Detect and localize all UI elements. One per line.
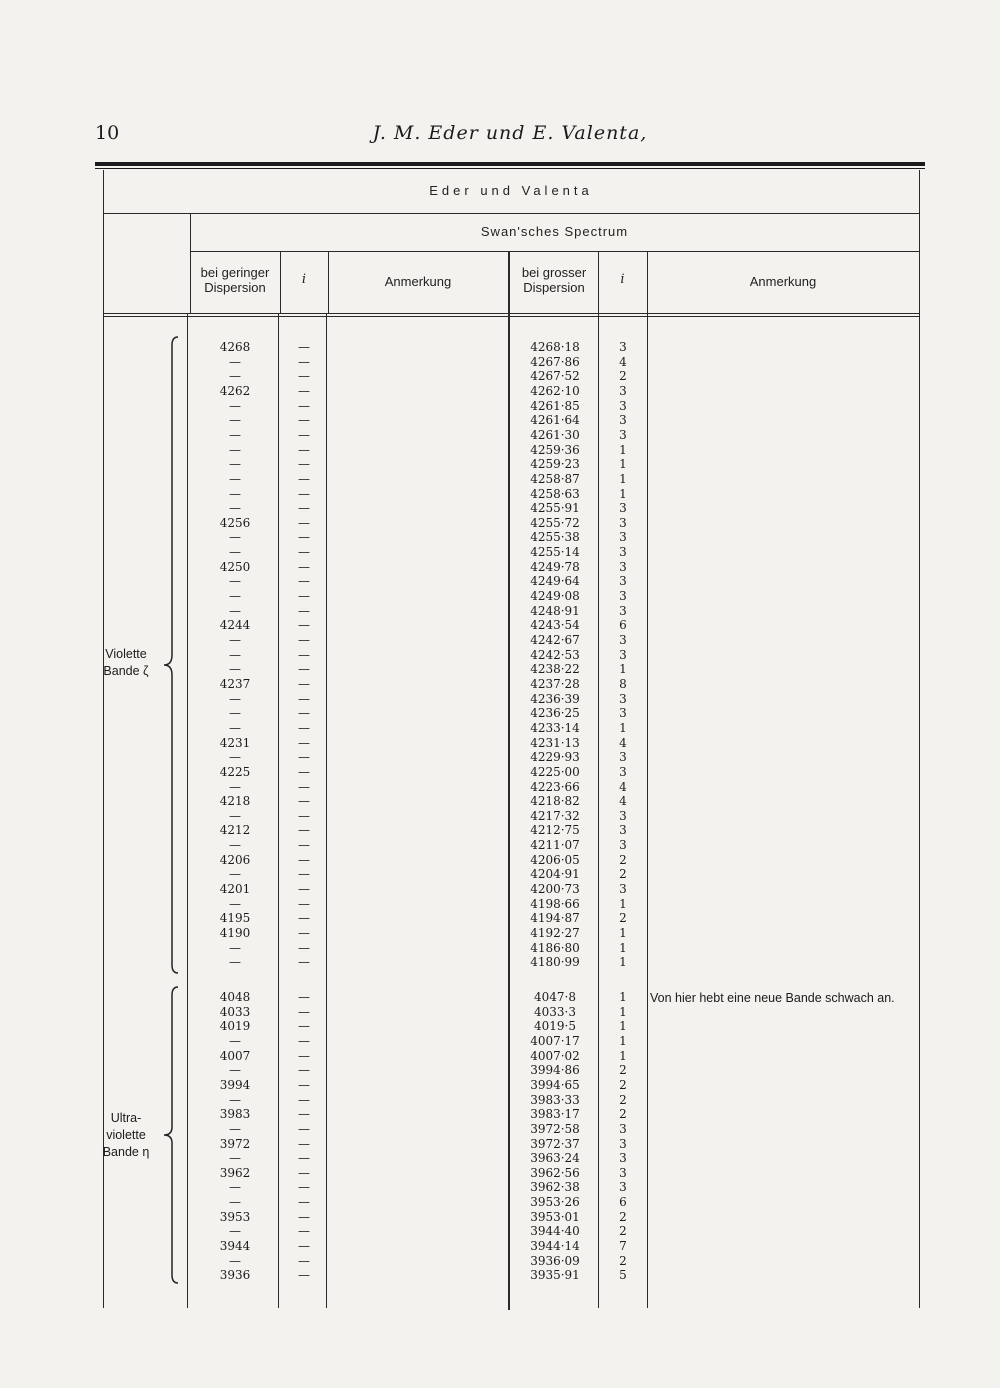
cell-intensity-low: — xyxy=(298,530,310,545)
header-divider xyxy=(103,313,919,314)
cell-intensity-low: — xyxy=(298,940,310,955)
cell-intensity-high: 3 xyxy=(619,574,627,589)
cell-high-dispersion: 3963·24 xyxy=(530,1151,580,1166)
cell-high-dispersion: 4233·14 xyxy=(530,720,580,735)
cell-intensity-low: — xyxy=(298,911,310,926)
cell-high-dispersion: 4262·10 xyxy=(530,383,580,398)
cell-intensity-low: — xyxy=(298,457,310,472)
cell-intensity-low: — xyxy=(298,369,310,384)
cell-intensity-low: — xyxy=(298,1019,310,1034)
cell-intensity-low: — xyxy=(298,1136,310,1151)
cell-low-dispersion: 3936 xyxy=(219,1268,251,1283)
cell-high-dispersion: 3936·09 xyxy=(530,1253,580,1268)
cell-intensity-low: — xyxy=(298,676,310,691)
cell-low-dispersion: — xyxy=(229,691,241,706)
cell-high-dispersion: 4231·13 xyxy=(530,735,580,750)
cell-intensity-high: 3 xyxy=(619,691,627,706)
cell-low-dispersion: 4212 xyxy=(219,823,251,838)
cell-intensity-low: — xyxy=(298,1209,310,1224)
cell-intensity-high: 4 xyxy=(619,354,627,369)
cell-intensity-low: — xyxy=(298,926,310,940)
cell-low-dispersion: 4244 xyxy=(219,618,251,633)
cell-intensity-low: — xyxy=(298,1004,310,1019)
cell-intensity-low: — xyxy=(298,662,310,677)
cell-intensity-high: 2 xyxy=(619,1253,627,1268)
cell-high-dispersion: 4249·64 xyxy=(530,574,580,589)
cell-intensity-high: 3 xyxy=(619,764,627,779)
cell-intensity-high: 2 xyxy=(619,1077,627,1092)
cell-intensity-low: — xyxy=(298,779,310,794)
cell-high-dispersion: 3935·91 xyxy=(530,1268,580,1283)
cell-high-dispersion: 3962·56 xyxy=(530,1165,580,1180)
cell-intensity-high: 3 xyxy=(619,706,627,721)
cell-intensity-low: — xyxy=(298,545,310,560)
cell-intensity-low: — xyxy=(298,1048,310,1063)
cell-intensity-low: — xyxy=(298,442,310,457)
cell-intensity-low: — xyxy=(298,838,310,853)
cell-intensity-high: 2 xyxy=(619,852,627,867)
cell-low-dispersion: — xyxy=(229,1180,241,1195)
spectrum-title: Swan'sches Spectrum xyxy=(480,224,629,239)
cell-low-dispersion: — xyxy=(229,647,241,662)
cell-high-dispersion: 3953·01 xyxy=(530,1209,580,1224)
cell-low-dispersion: 3953 xyxy=(219,1209,251,1224)
cell-intensity-low: — xyxy=(298,735,310,750)
cell-intensity-low: — xyxy=(298,603,310,618)
band-label-line: Violette xyxy=(105,647,147,661)
cell-high-dispersion: 4206·05 xyxy=(530,852,580,867)
cell-high-dispersion: 4268·18 xyxy=(530,340,580,354)
cell-low-dispersion: — xyxy=(229,896,241,911)
cell-intensity-high: 7 xyxy=(619,1239,627,1254)
col-header-remark: Anmerkung xyxy=(384,274,452,289)
header-divider xyxy=(103,316,919,317)
table-right-border xyxy=(919,170,920,1308)
cell-intensity-low: — xyxy=(298,427,310,442)
cell-low-dispersion: — xyxy=(229,1151,241,1166)
cell-intensity-low: — xyxy=(298,808,310,823)
cell-intensity-high: 3 xyxy=(619,1165,627,1180)
cell-high-dispersion: 3994·86 xyxy=(530,1063,580,1078)
cell-high-dispersion: 4236·39 xyxy=(530,691,580,706)
cell-intensity-low: — xyxy=(298,1077,310,1092)
cell-high-dispersion: 4212·75 xyxy=(530,823,580,838)
cell-low-dispersion: 4256 xyxy=(219,515,251,530)
cell-low-dispersion: 3983 xyxy=(219,1107,251,1122)
cell-intensity-low: — xyxy=(298,990,310,1004)
cell-low-dispersion: 4007 xyxy=(219,1048,251,1063)
cell-intensity-low: — xyxy=(298,764,310,779)
cell-intensity-low: — xyxy=(298,1107,310,1122)
cell-high-dispersion: 3983·17 xyxy=(530,1107,580,1122)
cell-high-dispersion: 4204·91 xyxy=(530,867,580,882)
header-divider xyxy=(103,213,919,214)
cell-high-dispersion: 4180·99 xyxy=(530,955,580,970)
band-label-violet xyxy=(95,646,157,680)
cell-intensity-low: — xyxy=(298,1195,310,1210)
cell-intensity-high: 3 xyxy=(619,383,627,398)
cell-low-dispersion: — xyxy=(229,369,241,384)
cell-intensity-low: — xyxy=(298,340,310,354)
cell-intensity-high: 1 xyxy=(619,1019,627,1034)
band-label-line: Ultra- xyxy=(110,1111,142,1125)
cell-high-dispersion: 3972·37 xyxy=(530,1136,580,1151)
cell-intensity-low: — xyxy=(298,618,310,633)
cell-intensity-low: — xyxy=(298,750,310,765)
cell-high-dispersion: 4267·86 xyxy=(530,354,580,369)
cell-low-dispersion: 4237 xyxy=(219,676,251,691)
cell-high-dispersion: 4259·23 xyxy=(530,457,580,472)
cell-intensity-high: 6 xyxy=(619,618,627,633)
cell-high-dispersion: 3962·38 xyxy=(530,1180,580,1195)
cell-intensity-high: 1 xyxy=(619,990,627,1004)
cell-intensity-high: 3 xyxy=(619,882,627,897)
cell-intensity-high: 3 xyxy=(619,545,627,560)
cell-intensity-high: 2 xyxy=(619,911,627,926)
cell-intensity-low: — xyxy=(298,882,310,897)
cell-low-dispersion: — xyxy=(229,838,241,853)
cell-intensity-high: 3 xyxy=(619,530,627,545)
cell-low-dispersion: — xyxy=(229,442,241,457)
cell-intensity-low: — xyxy=(298,589,310,604)
cell-high-dispersion: 4223·66 xyxy=(530,779,580,794)
cell-high-dispersion: 4237·28 xyxy=(530,676,580,691)
cell-intensity-high: 3 xyxy=(619,603,627,618)
cell-intensity-low: — xyxy=(298,1253,310,1268)
cell-low-dispersion: — xyxy=(229,589,241,604)
cell-intensity-high: 2 xyxy=(619,369,627,384)
cell-high-dispersion: 4261·30 xyxy=(530,427,580,442)
cell-intensity-low: — xyxy=(298,1165,310,1180)
cell-high-dispersion: 4238·22 xyxy=(530,662,580,677)
cell-high-dispersion: 4200·73 xyxy=(530,882,580,897)
cell-intensity-high: 2 xyxy=(619,1224,627,1239)
band-label-line: Bande η xyxy=(102,1145,150,1159)
cell-low-dispersion: — xyxy=(229,706,241,721)
cell-high-dispersion: 4211·07 xyxy=(530,838,580,853)
cell-intensity-high: 3 xyxy=(619,340,627,354)
cell-intensity-low: — xyxy=(298,383,310,398)
cell-intensity-high: 3 xyxy=(619,589,627,604)
cell-low-dispersion: 4206 xyxy=(219,852,251,867)
cell-high-dispersion: 4225·00 xyxy=(530,764,580,779)
cell-high-dispersion: 4218·82 xyxy=(530,794,580,809)
col-header-remark-2: Anmerkung xyxy=(749,274,817,289)
cell-intensity-low: — xyxy=(298,486,310,501)
cell-intensity-high: 1 xyxy=(619,1048,627,1063)
cell-intensity-low: — xyxy=(298,471,310,486)
cell-intensity-low: — xyxy=(298,1092,310,1107)
cell-low-dispersion: 4048 xyxy=(219,990,251,1004)
cell-low-dispersion: — xyxy=(229,398,241,413)
cell-intensity-high: 1 xyxy=(619,1004,627,1019)
column-divider xyxy=(187,314,188,1308)
cell-intensity-high: 4 xyxy=(619,735,627,750)
cell-low-dispersion: — xyxy=(229,867,241,882)
cell-high-dispersion: 4192·27 xyxy=(530,926,580,940)
cell-high-dispersion: 4007·02 xyxy=(530,1048,580,1063)
cell-low-dispersion: 4033 xyxy=(219,1004,251,1019)
cell-high-dispersion: 4047·8 xyxy=(534,990,576,1004)
cell-high-dispersion: 4242·67 xyxy=(530,633,580,647)
cell-low-dispersion: 4262 xyxy=(219,383,251,398)
cell-intensity-low: — xyxy=(298,515,310,530)
band-brace-ultraviolet xyxy=(160,985,184,1285)
cell-low-dispersion: 4250 xyxy=(219,559,251,574)
cell-intensity-high: 5 xyxy=(619,1268,627,1283)
cell-intensity-low: — xyxy=(298,1180,310,1195)
cell-low-dispersion: — xyxy=(229,955,241,970)
cell-low-dispersion: 4225 xyxy=(219,764,251,779)
cell-low-dispersion: — xyxy=(229,545,241,560)
cell-intensity-low: — xyxy=(298,706,310,721)
cell-high-dispersion: 4261·64 xyxy=(530,413,580,428)
cell-high-dispersion: 4033·3 xyxy=(534,1004,576,1019)
cell-intensity-high: 3 xyxy=(619,1180,627,1195)
cell-intensity-low: — xyxy=(298,1033,310,1048)
cell-high-dispersion: 4198·66 xyxy=(530,896,580,911)
cell-low-dispersion: — xyxy=(229,1195,241,1210)
col-header-intensity: i xyxy=(301,272,307,287)
cell-low-dispersion: 3962 xyxy=(219,1165,251,1180)
cell-high-dispersion: 4186·80 xyxy=(530,940,580,955)
cell-intensity-low: — xyxy=(298,794,310,809)
cell-low-dispersion: — xyxy=(229,1253,241,1268)
cell-intensity-low: — xyxy=(298,354,310,369)
cell-intensity-high: 3 xyxy=(619,501,627,516)
cell-intensity-low: — xyxy=(298,647,310,662)
col-header-high-dispersion: bei grosser Dispersion xyxy=(521,265,587,295)
cell-low-dispersion: — xyxy=(229,486,241,501)
cell-high-dispersion: 4267·52 xyxy=(530,369,580,384)
cell-intensity-low: — xyxy=(298,720,310,735)
cell-high-dispersion: 4194·87 xyxy=(530,911,580,926)
cell-intensity-low: — xyxy=(298,1224,310,1239)
cell-high-dispersion: 3972·58 xyxy=(530,1121,580,1136)
cell-intensity-high: 3 xyxy=(619,398,627,413)
cell-intensity-low: — xyxy=(298,559,310,574)
cell-low-dispersion: — xyxy=(229,1092,241,1107)
cell-intensity-high: 4 xyxy=(619,794,627,809)
cell-intensity-high: 1 xyxy=(619,720,627,735)
cell-low-dispersion: 3972 xyxy=(219,1136,251,1151)
cell-low-dispersion: — xyxy=(229,574,241,589)
cell-intensity-low: — xyxy=(298,1239,310,1254)
cell-intensity-high: 3 xyxy=(619,808,627,823)
band-brace-violet xyxy=(160,335,184,975)
cell-low-dispersion: 4019 xyxy=(219,1019,251,1034)
cell-intensity-low: — xyxy=(298,413,310,428)
cell-high-dispersion: 4229·93 xyxy=(530,750,580,765)
cell-intensity-low: — xyxy=(298,852,310,867)
cell-intensity-high: 1 xyxy=(619,662,627,677)
cell-intensity-high: 1 xyxy=(619,471,627,486)
cell-intensity-high: 2 xyxy=(619,867,627,882)
cell-intensity-low: — xyxy=(298,691,310,706)
cell-low-dispersion: — xyxy=(229,603,241,618)
cell-high-dispersion: 4259·36 xyxy=(530,442,580,457)
cell-high-dispersion: 4007·17 xyxy=(530,1033,580,1048)
cell-low-dispersion: 4190 xyxy=(219,926,251,940)
cell-intensity-low: — xyxy=(298,896,310,911)
cell-low-dispersion: 3994 xyxy=(219,1077,251,1092)
cell-high-dispersion: 4261·85 xyxy=(530,398,580,413)
cell-remark: Von hier hebt eine neue Bande schwach an. xyxy=(650,991,895,1005)
cell-high-dispersion: 3944·40 xyxy=(530,1224,580,1239)
cell-high-dispersion: 4249·78 xyxy=(530,559,580,574)
cell-low-dispersion: 4201 xyxy=(219,882,251,897)
band-label-line: violette xyxy=(106,1128,146,1142)
cell-low-dispersion: — xyxy=(229,354,241,369)
cell-high-dispersion: 4255·72 xyxy=(530,515,580,530)
cell-intensity-high: 2 xyxy=(619,1209,627,1224)
header-rule-thin xyxy=(95,168,925,169)
cell-high-dispersion: 3944·14 xyxy=(530,1239,580,1254)
cell-intensity-low: — xyxy=(298,633,310,647)
page-number: 10 xyxy=(95,122,120,144)
cell-low-dispersion: — xyxy=(229,1033,241,1048)
cell-low-dispersion: — xyxy=(229,1063,241,1078)
cell-low-dispersion: — xyxy=(229,427,241,442)
running-head xyxy=(95,118,925,148)
cell-intensity-high: 1 xyxy=(619,955,627,970)
cell-low-dispersion: — xyxy=(229,501,241,516)
cell-intensity-high: 2 xyxy=(619,1107,627,1122)
col-header-low-dispersion: bei geringer Dispersion xyxy=(200,265,270,295)
cell-intensity-high: 1 xyxy=(619,1033,627,1048)
cell-low-dispersion: — xyxy=(229,1224,241,1239)
cell-high-dispersion: 4242·53 xyxy=(530,647,580,662)
cell-intensity-high: 1 xyxy=(619,926,627,940)
column-divider-heavy xyxy=(508,252,510,1310)
cell-high-dispersion: 4258·63 xyxy=(530,486,580,501)
cell-low-dispersion: — xyxy=(229,940,241,955)
cell-intensity-low: — xyxy=(298,501,310,516)
cell-intensity-high: 3 xyxy=(619,1121,627,1136)
cell-low-dispersion: — xyxy=(229,1121,241,1136)
cell-low-dispersion: — xyxy=(229,457,241,472)
cell-low-dispersion: 4218 xyxy=(219,794,251,809)
cell-low-dispersion: — xyxy=(229,662,241,677)
cell-intensity-high: 3 xyxy=(619,413,627,428)
cell-high-dispersion: 4249·08 xyxy=(530,589,580,604)
cell-intensity-high: 4 xyxy=(619,779,627,794)
cell-high-dispersion: 4255·14 xyxy=(530,545,580,560)
cell-intensity-low: — xyxy=(298,1121,310,1136)
band-label-ultraviolet xyxy=(95,1110,157,1161)
cell-high-dispersion: 4236·25 xyxy=(530,706,580,721)
cell-intensity-low: — xyxy=(298,823,310,838)
cell-intensity-low: — xyxy=(298,955,310,970)
header-divider xyxy=(190,251,919,252)
cell-low-dispersion: — xyxy=(229,413,241,428)
cell-intensity-high: 1 xyxy=(619,940,627,955)
cell-low-dispersion: — xyxy=(229,530,241,545)
cell-low-dispersion: 4231 xyxy=(219,735,251,750)
band-label-line: Bande ζ xyxy=(103,664,149,678)
cell-low-dispersion: — xyxy=(229,720,241,735)
cell-low-dispersion: — xyxy=(229,750,241,765)
cell-intensity-high: 3 xyxy=(619,427,627,442)
cell-intensity-high: 8 xyxy=(619,676,627,691)
cell-intensity-high: 1 xyxy=(619,442,627,457)
cell-intensity-high: 1 xyxy=(619,457,627,472)
cell-intensity-high: 2 xyxy=(619,1092,627,1107)
cell-intensity-high: 3 xyxy=(619,1136,627,1151)
cell-intensity-high: 3 xyxy=(619,823,627,838)
cell-high-dispersion: 4217·32 xyxy=(530,808,580,823)
cell-low-dispersion: — xyxy=(229,633,241,647)
running-title: J. M. Eder und E. Valenta, xyxy=(372,122,648,144)
cell-intensity-high: 3 xyxy=(619,750,627,765)
cell-intensity-low: — xyxy=(298,398,310,413)
group-title: Eder und Valenta xyxy=(429,183,593,198)
cell-high-dispersion: 4243·54 xyxy=(530,618,580,633)
cell-high-dispersion: 3994·65 xyxy=(530,1077,580,1092)
cell-intensity-low: — xyxy=(298,1063,310,1078)
header-rule xyxy=(95,162,925,166)
cell-low-dispersion: — xyxy=(229,808,241,823)
cell-low-dispersion: 4195 xyxy=(219,911,251,926)
cell-intensity-high: 6 xyxy=(619,1195,627,1210)
cell-intensity-low: — xyxy=(298,574,310,589)
cell-low-dispersion: — xyxy=(229,471,241,486)
cell-intensity-high: 1 xyxy=(619,896,627,911)
cell-high-dispersion: 3953·26 xyxy=(530,1195,580,1210)
cell-high-dispersion: 4258·87 xyxy=(530,471,580,486)
cell-high-dispersion: 4255·91 xyxy=(530,501,580,516)
cell-intensity-high: 2 xyxy=(619,1063,627,1078)
cell-intensity-low: — xyxy=(298,1268,310,1283)
cell-intensity-low: — xyxy=(298,867,310,882)
cell-intensity-high: 3 xyxy=(619,559,627,574)
cell-low-dispersion: 4268 xyxy=(219,340,251,354)
cell-low-dispersion: 3944 xyxy=(219,1239,251,1254)
cell-high-dispersion: 4255·38 xyxy=(530,530,580,545)
cell-high-dispersion: 4248·91 xyxy=(530,603,580,618)
cell-intensity-high: 3 xyxy=(619,633,627,647)
cell-intensity-high: 3 xyxy=(619,515,627,530)
cell-intensity-high: 3 xyxy=(619,1151,627,1166)
cell-low-dispersion: — xyxy=(229,779,241,794)
cell-intensity-low: — xyxy=(298,1151,310,1166)
cell-intensity-high: 1 xyxy=(619,486,627,501)
cell-high-dispersion: 4019·5 xyxy=(534,1019,576,1034)
cell-intensity-high: 3 xyxy=(619,647,627,662)
cell-intensity-high: 3 xyxy=(619,838,627,853)
cell-high-dispersion: 3983·33 xyxy=(530,1092,580,1107)
col-header-intensity-2: i xyxy=(620,272,625,287)
